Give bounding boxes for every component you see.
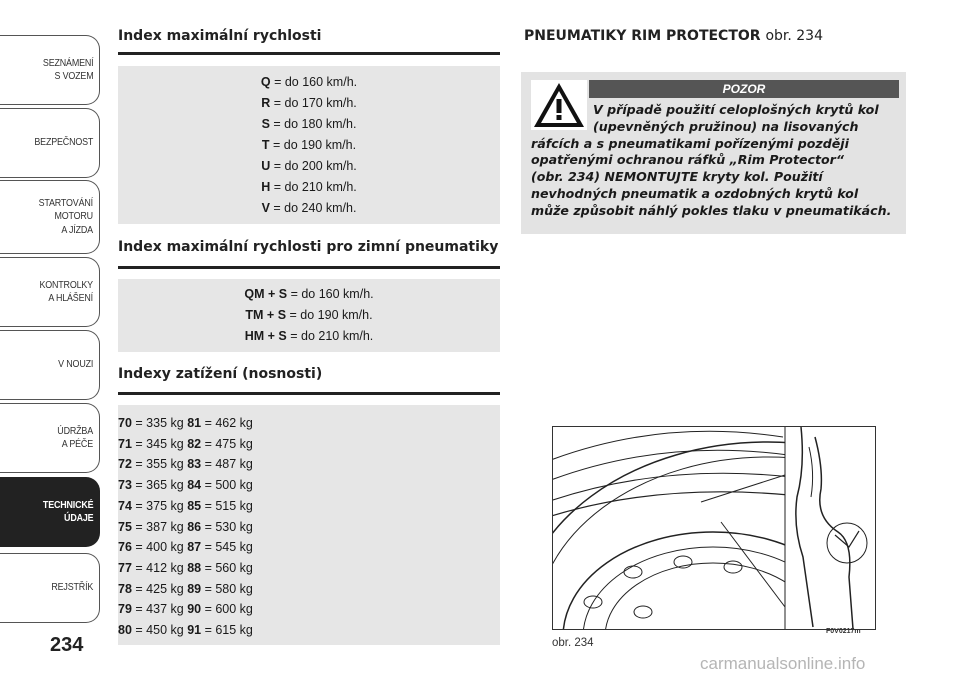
winter-index-code: HM + S — [244, 329, 287, 343]
load-index-bv: = 530 kg — [204, 519, 253, 534]
divider — [118, 52, 500, 55]
load-index-bv: = 500 kg — [204, 478, 253, 493]
speed-index-row — [118, 114, 500, 135]
speed-index-code: S — [261, 117, 270, 131]
speed-index-heading: Index maximální rychlosti — [118, 28, 322, 44]
load-index-b: 84 — [187, 478, 202, 493]
load-index-row — [118, 434, 253, 455]
load-index-a: 76 — [118, 540, 132, 555]
tab-bezpecnost[interactable] — [0, 108, 100, 178]
tab-udrzba[interactable] — [0, 403, 100, 473]
tab-rejstrik[interactable] — [0, 553, 100, 623]
warning-line: může způsobit náhlý pokles tlaku v pneumatikách. — [531, 202, 892, 218]
page-number: 234 — [50, 634, 84, 656]
load-index-row — [118, 517, 253, 538]
load-index-a: 78 — [118, 581, 132, 596]
winter-index-heading: Index maximální rychlosti pro zimní pneumatiky — [118, 239, 499, 255]
warning-line: (upevněných pružinou) na lisovaných — [593, 118, 859, 134]
load-index-a: 75 — [118, 519, 132, 534]
load-index-a: 77 — [118, 560, 132, 575]
speed-index-box — [118, 66, 500, 224]
speed-index-code: H — [261, 180, 271, 194]
winter-index-code: QM + S — [244, 287, 288, 301]
winter-index-box — [118, 279, 500, 352]
load-index-b: 88 — [187, 560, 202, 575]
warning-line: ráfcích a s pneumatikami pořízenými později — [531, 135, 849, 151]
tab-label: BEZPEČNOST — [34, 136, 93, 149]
tab-kontrolky[interactable] — [0, 257, 100, 327]
load-index-row — [118, 413, 253, 434]
load-index-av: = 437 kg — [135, 602, 184, 617]
load-index-av: = 355 kg — [135, 457, 184, 472]
warning-line: V případě použití celoplošných krytů kol — [593, 102, 879, 117]
load-index-b: 86 — [187, 519, 202, 534]
load-index-b: 87 — [187, 540, 202, 555]
load-index-av: = 365 kg — [135, 478, 184, 493]
load-index-row — [118, 475, 253, 496]
load-index-b: 81 — [187, 416, 202, 430]
load-index-a: 80 — [118, 623, 132, 638]
speed-index-code: R — [261, 96, 271, 110]
load-index-av: = 375 kg — [135, 498, 184, 513]
load-index-bv: = 580 kg — [204, 581, 253, 596]
load-index-av: = 345 kg — [135, 436, 184, 451]
fig-ref: obr. 234 — [765, 28, 823, 44]
speed-index-value: = do 160 km/h. — [274, 75, 358, 89]
speed-index-code: T — [261, 138, 270, 152]
speed-index-code: U — [261, 159, 271, 173]
load-index-bv: = 475 kg — [204, 436, 253, 451]
winter-index-value: = do 190 km/h. — [289, 308, 373, 322]
load-index-a: 74 — [118, 498, 132, 513]
warning-line: opatřenými ochranou ráfků „Rim Protector“ — [531, 152, 844, 168]
tab-seznameni[interactable] — [0, 35, 100, 105]
tab-label: SEZNÁMENÍ S VOZEM — [42, 56, 93, 82]
winter-index-value: = do 210 km/h. — [290, 329, 374, 343]
load-index-b: 83 — [187, 457, 202, 472]
figure-caption: obr. 234 — [552, 637, 594, 649]
load-index-row — [118, 599, 253, 620]
figure-code: F0V0217m — [826, 628, 861, 635]
load-index-bv: = 615 kg — [204, 623, 253, 638]
load-index-bv: = 515 kg — [204, 498, 253, 513]
winter-index-row — [118, 284, 500, 305]
load-index-av: = 400 kg — [135, 540, 184, 555]
load-index-bv: = 560 kg — [204, 560, 253, 575]
speed-index-row — [118, 156, 500, 177]
speed-index-row — [118, 198, 500, 219]
divider — [118, 266, 500, 269]
load-index-bv: = 545 kg — [204, 540, 253, 555]
load-index-b: 82 — [187, 436, 202, 451]
watermark: carmanualsonline.info — [700, 654, 866, 673]
warning-box — [521, 72, 906, 234]
load-index-b: 90 — [187, 602, 202, 617]
speed-index-row — [118, 177, 500, 198]
warning-label: POZOR — [589, 80, 899, 98]
tab-v-nouzi[interactable] — [0, 330, 100, 400]
speed-index-value: = do 180 km/h. — [273, 117, 357, 131]
tab-label: STARTOVÁNÍ MOTORU A JÍZDA — [38, 197, 93, 236]
tab-label: REJSTŘÍK — [51, 581, 93, 594]
speed-index-value: = do 190 km/h. — [273, 138, 357, 152]
speed-index-row — [118, 72, 500, 93]
divider — [118, 392, 500, 395]
load-index-a: 73 — [118, 478, 132, 493]
winter-index-row — [118, 326, 500, 347]
rim-protector-title: PNEUMATIKY RIM PROTECTOR — [524, 28, 761, 44]
load-index-row — [118, 620, 253, 641]
load-index-row — [118, 579, 253, 600]
speed-index-row — [118, 135, 500, 156]
tire-illustration — [553, 427, 875, 629]
speed-index-value: = do 210 km/h. — [273, 180, 357, 194]
load-index-a: 79 — [118, 602, 132, 617]
load-index-bv: = 462 kg — [204, 416, 253, 430]
warning-text — [531, 102, 903, 220]
tab-label: KONTROLKY A HLÁŠENÍ — [39, 278, 93, 304]
load-index-box — [118, 405, 500, 645]
speed-index-code: Q — [260, 75, 271, 89]
load-index-a: 70 — [118, 416, 132, 430]
speed-index-value: = do 170 km/h. — [273, 96, 357, 110]
speed-index-value: = do 240 km/h. — [273, 201, 357, 215]
load-index-row — [118, 537, 253, 558]
load-index-a: 71 — [118, 436, 132, 451]
tab-startovani[interactable] — [0, 180, 100, 254]
speed-index-row — [118, 93, 500, 114]
load-index-row — [118, 496, 253, 517]
load-index-b: 85 — [187, 498, 202, 513]
load-index-av: = 450 kg — [135, 623, 184, 638]
tab-label: ÚDRŽBA A PÉČE — [57, 424, 93, 450]
speed-index-code: V — [261, 201, 270, 215]
tab-label: V NOUZI — [57, 358, 93, 371]
load-index-av: = 387 kg — [135, 519, 184, 534]
load-index-av: = 425 kg — [135, 581, 184, 596]
tire-figure — [552, 426, 876, 630]
speed-index-value: = do 200 km/h. — [273, 159, 357, 173]
winter-index-row — [118, 305, 500, 326]
load-index-a: 72 — [118, 457, 132, 472]
load-index-row — [118, 454, 253, 475]
winter-index-value: = do 160 km/h. — [290, 287, 374, 301]
load-index-heading: Indexy zatížení (nosnosti) — [118, 366, 323, 382]
tab-label: TECHNICKÉ ÚDAJE — [42, 498, 93, 524]
load-index-av: = 412 kg — [135, 560, 184, 575]
load-index-bv: = 600 kg — [204, 602, 253, 617]
tab-technicke-udaje[interactable] — [0, 477, 100, 547]
load-index-av: = 335 kg — [135, 416, 184, 430]
load-index-b: 89 — [187, 581, 202, 596]
warning-line: nevhodných pneumatik a ozdobných krytů kol — [531, 185, 859, 201]
load-index-bv: = 487 kg — [204, 457, 253, 472]
winter-index-code: TM + S — [245, 308, 287, 322]
warning-line: (obr. 234) NEMONTUJTE kryty kol. Použití — [531, 169, 823, 185]
load-index-row — [118, 558, 253, 579]
rim-protector-heading — [524, 28, 823, 44]
load-index-b: 91 — [187, 623, 202, 638]
